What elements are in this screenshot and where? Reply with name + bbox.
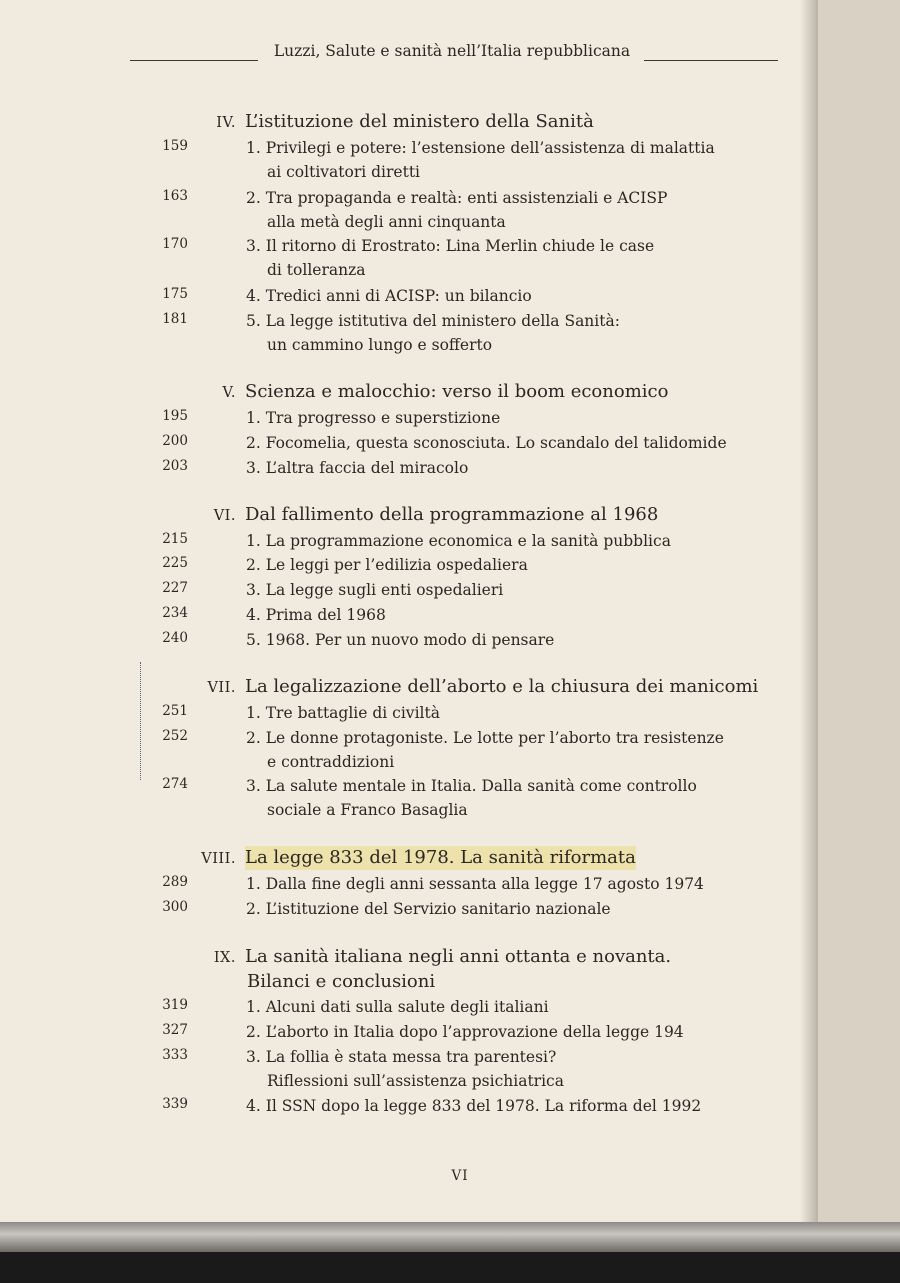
toc-entry-text: 3. L’altra faccia del miracolo bbox=[246, 459, 469, 477]
toc-entry-text: 4. Tredici anni di ACISP: un bilancio bbox=[246, 287, 532, 305]
section-heading bbox=[180, 846, 636, 871]
toc-entry-text: 2. Focomelia, questa sconosciuta. Lo scandalo del talidomide bbox=[246, 434, 727, 452]
toc-entry-continuation: di tolleranza bbox=[267, 261, 366, 279]
toc-page-number: 300 bbox=[162, 899, 188, 915]
scanner-edge bbox=[0, 1222, 900, 1252]
toc-entry-continuation: sociale a Franco Basaglia bbox=[267, 801, 468, 819]
toc-entry-text: 1. Tra progresso e superstizione bbox=[246, 409, 501, 427]
toc-page-number: 195 bbox=[162, 408, 188, 424]
section-title: La sanità italiana negli anni ottanta e novanta. bbox=[245, 946, 672, 967]
toc-page-number: 227 bbox=[162, 580, 188, 596]
toc-entry-continuation: ai coltivatori diretti bbox=[267, 163, 421, 181]
toc-page-number: 181 bbox=[162, 311, 188, 327]
header-rule-right bbox=[644, 60, 778, 61]
toc-entry-continuation: e contraddizioni bbox=[267, 753, 395, 771]
section-title: Dal fallimento della programmazione al 1968 bbox=[245, 504, 659, 525]
toc-entry-text: 3. La legge sugli enti ospedalieri bbox=[246, 581, 504, 599]
toc-entry-continuation: Riflessioni sull’assistenza psichiatrica bbox=[267, 1072, 564, 1090]
toc-page-number: 333 bbox=[162, 1047, 188, 1063]
section-heading bbox=[180, 945, 671, 994]
toc-page-number: 170 bbox=[162, 236, 188, 252]
toc-page-number: 234 bbox=[162, 605, 188, 621]
toc-page-number: 339 bbox=[162, 1096, 188, 1112]
toc-entry-text: 2. Le leggi per l’edilizia ospedaliera bbox=[246, 556, 528, 574]
toc-entry-text: 1. La programmazione economica e la sanità pubblica bbox=[246, 532, 671, 550]
scanner-background bbox=[0, 1252, 900, 1283]
running-header bbox=[130, 42, 778, 68]
header-title: Luzzi, Salute e sanità nell’Italia repubblicana bbox=[273, 42, 631, 60]
section-title: Scienza e malocchio: verso il boom economico bbox=[245, 381, 669, 402]
toc-page-number: 289 bbox=[162, 874, 188, 890]
toc-page-number: 200 bbox=[162, 433, 188, 449]
toc-page-number: 225 bbox=[162, 555, 188, 571]
toc-entry-text: 2. Le donne protagoniste. Le lotte per l’aborto tra resistenze bbox=[246, 729, 724, 747]
toc-entry-text: 1. Tre battaglie di civiltà bbox=[246, 704, 440, 722]
section-heading bbox=[180, 110, 594, 135]
toc-entry-continuation: alla metà degli anni cinquanta bbox=[267, 213, 506, 231]
section-heading bbox=[180, 675, 758, 700]
toc-entry-text: 1. Privilegi e potere: l’estensione dell’assistenza di malattia bbox=[246, 139, 715, 157]
toc-entry-text: 5. La legge istitutiva del ministero della Sanità: bbox=[246, 312, 620, 330]
toc-page-number: 175 bbox=[162, 286, 188, 302]
toc-entry-text: 3. La follia è stata messa tra parentesi? bbox=[246, 1048, 557, 1066]
toc-page-number: 240 bbox=[162, 630, 188, 646]
section-roman-numeral: VI. bbox=[213, 508, 236, 524]
section-roman-numeral: VII. bbox=[207, 680, 236, 696]
toc-page-number: 274 bbox=[162, 776, 188, 792]
toc-entry-text: 1. Dalla fine degli anni sessanta alla legge 17 agosto 1974 bbox=[246, 875, 704, 893]
section-heading bbox=[180, 503, 658, 528]
toc-page-number: 251 bbox=[162, 703, 188, 719]
facing-page-edge bbox=[818, 0, 900, 1222]
toc-page-number: 319 bbox=[162, 997, 188, 1013]
section-title-line2: Bilanci e conclusioni bbox=[247, 971, 436, 992]
section-roman-numeral: IX. bbox=[213, 950, 236, 966]
section-roman-numeral: VIII. bbox=[201, 851, 236, 867]
toc-entry-text: 3. La salute mentale in Italia. Dalla sanità come controllo bbox=[246, 777, 697, 795]
toc-entry-text: 4. Prima del 1968 bbox=[246, 606, 386, 624]
header-rule-left bbox=[130, 60, 258, 61]
toc-entry-text: 2. L’aborto in Italia dopo l’approvazione della legge 194 bbox=[246, 1023, 684, 1041]
section-title: L’istituzione del ministero della Sanità bbox=[245, 111, 594, 132]
toc-entry-text: 5. 1968. Per un nuovo modo di pensare bbox=[246, 631, 555, 649]
section-roman-numeral: V. bbox=[222, 385, 236, 401]
toc-entry-text: 2. Tra propaganda e realtà: enti assistenziali e ACISP bbox=[246, 189, 668, 207]
toc-entry-text: 1. Alcuni dati sulla salute degli italiani bbox=[246, 998, 549, 1016]
toc-page-number: 215 bbox=[162, 531, 188, 547]
toc-page-number: 163 bbox=[162, 188, 188, 204]
toc-entry-continuation: un cammino lungo e sofferto bbox=[267, 336, 493, 354]
toc-page-number: 252 bbox=[162, 728, 188, 744]
pen-margin-mark bbox=[140, 662, 145, 780]
toc-page-number: 203 bbox=[162, 458, 188, 474]
section-heading bbox=[180, 380, 668, 405]
toc-page-number: 159 bbox=[162, 138, 188, 154]
toc-entry-text: 3. Il ritorno di Erostrato: Lina Merlin chiude le case bbox=[246, 237, 655, 255]
toc-entry-text: 4. Il SSN dopo la legge 833 del 1978. La riforma del 1992 bbox=[246, 1097, 702, 1115]
toc-page-number: 327 bbox=[162, 1022, 188, 1038]
section-title: La legge 833 del 1978. La sanità riformata bbox=[245, 847, 636, 868]
section-title: La legalizzazione dell’aborto e la chiusura dei manicomi bbox=[245, 676, 759, 697]
page-number: VI bbox=[451, 1168, 469, 1184]
toc-entry-text: 2. L’istituzione del Servizio sanitario nazionale bbox=[246, 900, 611, 918]
section-roman-numeral: IV. bbox=[216, 115, 236, 131]
